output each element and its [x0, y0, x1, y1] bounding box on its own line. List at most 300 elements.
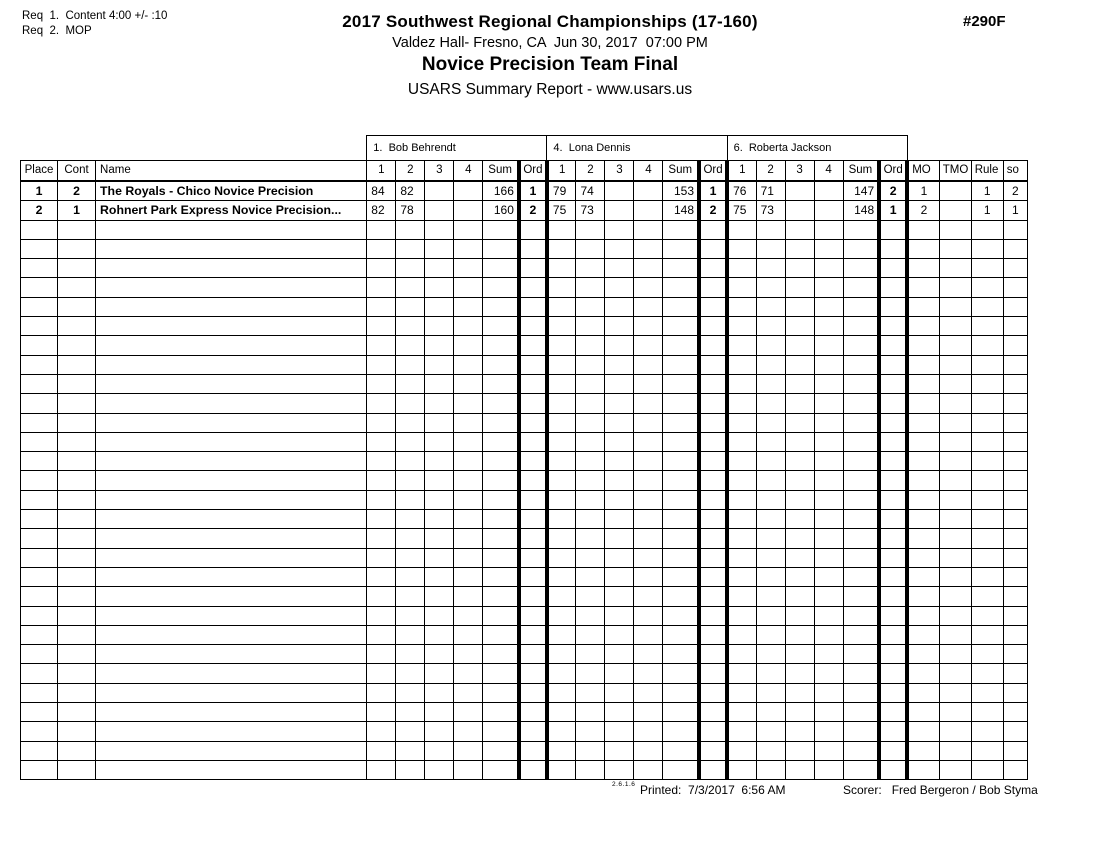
cell-score	[785, 625, 814, 644]
cell-sum	[843, 587, 879, 606]
cell-sum	[843, 606, 879, 625]
cell-score	[547, 374, 576, 393]
cell-score	[576, 606, 605, 625]
cell-score	[605, 220, 634, 239]
cell-ord	[519, 432, 547, 451]
cell-score	[634, 760, 663, 779]
cell-score	[605, 394, 634, 413]
cell-score	[785, 297, 814, 316]
cell-sum	[663, 760, 699, 779]
cell-score	[634, 181, 663, 201]
cell-score	[634, 722, 663, 741]
empty-row	[21, 452, 1028, 471]
cell-score	[634, 317, 663, 336]
cell-score	[396, 760, 425, 779]
cell-sum: 147	[843, 181, 879, 201]
cell-sum	[663, 683, 699, 702]
cell-rule	[971, 625, 1003, 644]
cell-name	[96, 645, 367, 664]
cell-tmo	[939, 394, 971, 413]
cell-score: 73	[756, 201, 785, 220]
cell-rule	[971, 239, 1003, 258]
cell-score	[785, 413, 814, 432]
cell-score	[814, 297, 843, 316]
empty-row	[21, 374, 1028, 393]
cell-score	[547, 317, 576, 336]
cell-rule	[971, 432, 1003, 451]
cell-cont	[58, 259, 96, 278]
cell-name	[96, 413, 367, 432]
cell-ord	[699, 510, 727, 529]
cell-score	[576, 259, 605, 278]
cell-score	[756, 645, 785, 664]
cell-score	[454, 760, 483, 779]
empty-row	[21, 645, 1028, 664]
cell-score	[605, 413, 634, 432]
cell-score	[605, 645, 634, 664]
cell-so	[1003, 490, 1027, 509]
cell-score	[425, 239, 454, 258]
cell-score	[605, 355, 634, 374]
cell-score	[634, 529, 663, 548]
cell-score	[425, 510, 454, 529]
page-title: 2017 Southwest Regional Championships (17-160)	[342, 12, 758, 31]
cell-score	[454, 529, 483, 548]
cell-ord	[699, 722, 727, 741]
cell-score	[576, 741, 605, 760]
cell-sum	[843, 645, 879, 664]
cell-sum	[843, 529, 879, 548]
cell-ord	[879, 587, 907, 606]
cell-sum	[483, 664, 519, 683]
cell-ord	[879, 259, 907, 278]
cell-rule	[971, 510, 1003, 529]
cell-sum	[483, 703, 519, 722]
cell-cont	[58, 625, 96, 644]
cell-mo	[907, 510, 939, 529]
cell-score	[634, 239, 663, 258]
cell-score	[605, 510, 634, 529]
cell-ord	[699, 471, 727, 490]
cell-sum	[843, 625, 879, 644]
cell-sum	[663, 452, 699, 471]
cell-score	[367, 703, 396, 722]
cell-score	[576, 567, 605, 586]
cell-so	[1003, 567, 1027, 586]
cell-mo	[907, 297, 939, 316]
cell-so	[1003, 471, 1027, 490]
cell-name	[96, 471, 367, 490]
cell-score	[576, 452, 605, 471]
cell-score	[576, 220, 605, 239]
cell-sum	[663, 722, 699, 741]
cell-sum	[843, 741, 879, 760]
cell-score	[547, 722, 576, 741]
table-head	[21, 136, 1028, 182]
cell-score	[814, 317, 843, 336]
cell-sum	[483, 741, 519, 760]
empty-row	[21, 722, 1028, 741]
cell-place	[21, 510, 58, 529]
cell-score	[814, 471, 843, 490]
cell-score	[576, 683, 605, 702]
cell-ord	[699, 490, 727, 509]
cell-score	[814, 181, 843, 201]
cell-mo	[907, 259, 939, 278]
column-header-sum: Sum	[663, 161, 699, 182]
cell-score: 75	[547, 201, 576, 220]
cell-ord	[519, 355, 547, 374]
cell-score	[634, 606, 663, 625]
cell-score	[396, 413, 425, 432]
cell-sum	[843, 567, 879, 586]
empty-row	[21, 432, 1028, 451]
cell-rule	[971, 548, 1003, 567]
cell-score	[756, 297, 785, 316]
cell-score	[425, 760, 454, 779]
cell-score	[756, 722, 785, 741]
cell-score	[576, 510, 605, 529]
cell-ord	[699, 760, 727, 779]
cell-score	[367, 510, 396, 529]
cell-score	[605, 606, 634, 625]
cell-name	[96, 664, 367, 683]
cell-score	[396, 239, 425, 258]
cell-score	[576, 529, 605, 548]
cell-so	[1003, 529, 1027, 548]
empty-row	[21, 510, 1028, 529]
cell-cont	[58, 220, 96, 239]
cell-tmo	[939, 355, 971, 374]
cell-score	[634, 645, 663, 664]
cell-sum	[483, 374, 519, 393]
cell-sum	[483, 722, 519, 741]
cell-cont: 1	[58, 201, 96, 220]
cell-score	[425, 452, 454, 471]
cell-score	[425, 587, 454, 606]
cell-score	[396, 336, 425, 355]
cell-score	[605, 741, 634, 760]
cell-score	[547, 471, 576, 490]
cell-mo	[907, 683, 939, 702]
column-header-score: 1	[727, 161, 756, 182]
cell-ord	[879, 374, 907, 393]
empty-row	[21, 297, 1028, 316]
cell-ord	[699, 664, 727, 683]
cell-score	[634, 336, 663, 355]
cell-score	[396, 471, 425, 490]
cell-so	[1003, 220, 1027, 239]
cell-score	[634, 625, 663, 644]
cell-score	[814, 606, 843, 625]
column-header-cont: Cont	[58, 161, 96, 182]
cell-tmo	[939, 336, 971, 355]
cell-sum	[483, 259, 519, 278]
cell-sum	[843, 413, 879, 432]
cell-score	[756, 278, 785, 297]
printed-line	[640, 783, 785, 797]
cell-score	[727, 703, 756, 722]
cell-score	[814, 490, 843, 509]
cell-score	[425, 181, 454, 201]
cell-score	[634, 374, 663, 393]
cell-cont	[58, 606, 96, 625]
cell-cont	[58, 297, 96, 316]
cell-score	[454, 471, 483, 490]
cell-score	[425, 606, 454, 625]
cell-place: 2	[21, 201, 58, 220]
cell-score	[396, 625, 425, 644]
cell-ord	[879, 548, 907, 567]
cell-score	[756, 490, 785, 509]
cell-score	[727, 510, 756, 529]
cell-mo	[907, 741, 939, 760]
cell-sum	[483, 625, 519, 644]
empty-row	[21, 587, 1028, 606]
judge-row-spacer-right	[907, 136, 1027, 161]
cell-score	[454, 452, 483, 471]
cell-score	[454, 625, 483, 644]
column-header-place: Place	[21, 161, 58, 182]
empty-row	[21, 471, 1028, 490]
cell-score	[547, 355, 576, 374]
cell-score	[396, 722, 425, 741]
cell-score	[785, 587, 814, 606]
cell-tmo	[939, 741, 971, 760]
cell-rule	[971, 741, 1003, 760]
cell-ord	[699, 741, 727, 760]
cell-score	[367, 683, 396, 702]
cell-ord	[879, 703, 907, 722]
cell-score	[454, 548, 483, 567]
cell-score	[396, 703, 425, 722]
cell-ord	[519, 297, 547, 316]
cell-score	[785, 394, 814, 413]
cell-rule	[971, 645, 1003, 664]
cell-ord	[699, 548, 727, 567]
cell-ord	[699, 432, 727, 451]
cell-score	[605, 201, 634, 220]
cell-score	[367, 606, 396, 625]
cell-score	[454, 413, 483, 432]
cell-score	[785, 703, 814, 722]
cell-score	[785, 471, 814, 490]
column-header-rule: Rule	[971, 161, 1003, 182]
cell-score	[814, 664, 843, 683]
cell-name	[96, 490, 367, 509]
cell-score	[814, 683, 843, 702]
cell-score	[727, 529, 756, 548]
cell-mo	[907, 336, 939, 355]
cell-score	[367, 741, 396, 760]
cell-score	[634, 259, 663, 278]
cell-score	[396, 587, 425, 606]
cell-score	[634, 567, 663, 586]
cell-name	[96, 317, 367, 336]
cell-rule	[971, 394, 1003, 413]
cell-sum: 166	[483, 181, 519, 201]
cell-sum	[663, 432, 699, 451]
cell-so	[1003, 703, 1027, 722]
cell-score	[785, 606, 814, 625]
cell-rule	[971, 259, 1003, 278]
cell-score	[814, 201, 843, 220]
cell-score	[454, 432, 483, 451]
cell-score	[367, 529, 396, 548]
cell-sum	[663, 567, 699, 586]
cell-score	[785, 760, 814, 779]
summary-table	[20, 135, 1028, 780]
cell-score: 82	[367, 201, 396, 220]
cell-score	[547, 664, 576, 683]
cell-cont	[58, 490, 96, 509]
cell-score	[634, 490, 663, 509]
column-header-name: Name	[96, 161, 367, 182]
printed-value: 7/3/2017 6:56 AM	[688, 783, 786, 797]
cell-score	[785, 336, 814, 355]
cell-score	[425, 722, 454, 741]
cell-ord	[699, 297, 727, 316]
cell-tmo	[939, 625, 971, 644]
cell-so	[1003, 297, 1027, 316]
cell-score	[396, 297, 425, 316]
cell-so	[1003, 510, 1027, 529]
cell-score	[576, 278, 605, 297]
cell-score	[367, 645, 396, 664]
cell-ord	[879, 760, 907, 779]
cell-ord	[519, 548, 547, 567]
cell-score	[605, 683, 634, 702]
cell-cont	[58, 355, 96, 374]
cell-rule	[971, 722, 1003, 741]
cell-sum	[483, 606, 519, 625]
cell-score	[425, 471, 454, 490]
cell-sum	[663, 220, 699, 239]
cell-sum	[663, 664, 699, 683]
cell-score	[425, 548, 454, 567]
cell-score	[634, 201, 663, 220]
cell-score	[756, 587, 785, 606]
cell-name	[96, 722, 367, 741]
cell-sum	[843, 394, 879, 413]
cell-sum	[483, 336, 519, 355]
cell-score	[396, 278, 425, 297]
empty-row	[21, 683, 1028, 702]
cell-ord	[519, 394, 547, 413]
cell-ord	[879, 394, 907, 413]
cell-score	[814, 239, 843, 258]
cell-score	[367, 471, 396, 490]
cell-score	[367, 760, 396, 779]
req-line-2: Req 2. MOP	[22, 24, 92, 37]
cell-sum	[483, 394, 519, 413]
cell-ord	[519, 336, 547, 355]
column-header-tmo: TMO	[939, 161, 971, 182]
cell-rule	[971, 683, 1003, 702]
cell-ord	[519, 625, 547, 644]
cell-score	[425, 394, 454, 413]
cell-rule	[971, 278, 1003, 297]
cell-score	[727, 374, 756, 393]
cell-place	[21, 567, 58, 586]
cell-name	[96, 278, 367, 297]
cell-ord	[879, 510, 907, 529]
cell-ord	[699, 394, 727, 413]
cell-score	[396, 452, 425, 471]
cell-score	[756, 432, 785, 451]
cell-score	[425, 278, 454, 297]
empty-row	[21, 703, 1028, 722]
cell-ord: 1	[699, 181, 727, 201]
cell-name	[96, 760, 367, 779]
cell-sum	[843, 760, 879, 779]
cell-score	[727, 355, 756, 374]
column-header-score: 4	[454, 161, 483, 182]
column-header-so: so	[1003, 161, 1027, 182]
cell-so	[1003, 452, 1027, 471]
cell-ord	[699, 413, 727, 432]
cell-score	[547, 394, 576, 413]
cell-score	[425, 374, 454, 393]
column-header-ord: Ord	[519, 161, 547, 182]
cell-score	[367, 413, 396, 432]
cell-ord	[519, 452, 547, 471]
cell-rule	[971, 567, 1003, 586]
cell-cont	[58, 336, 96, 355]
cell-ord	[879, 529, 907, 548]
cell-score	[785, 374, 814, 393]
cell-score	[756, 220, 785, 239]
cell-score	[605, 548, 634, 567]
cell-sum	[663, 317, 699, 336]
cell-score	[547, 336, 576, 355]
cell-score	[576, 394, 605, 413]
cell-score	[785, 567, 814, 586]
cell-so	[1003, 374, 1027, 393]
cell-score	[605, 374, 634, 393]
cell-score	[605, 625, 634, 644]
cell-ord	[879, 490, 907, 509]
cell-score	[634, 413, 663, 432]
cell-cont	[58, 645, 96, 664]
cell-score	[785, 220, 814, 239]
cell-so	[1003, 625, 1027, 644]
cell-ord	[519, 374, 547, 393]
empty-row	[21, 336, 1028, 355]
cell-place	[21, 336, 58, 355]
cell-score	[727, 645, 756, 664]
cell-score	[396, 432, 425, 451]
cell-sum	[483, 587, 519, 606]
cell-score	[814, 703, 843, 722]
cell-tmo	[939, 413, 971, 432]
cell-ord	[879, 741, 907, 760]
cell-ord	[879, 317, 907, 336]
cell-score	[425, 683, 454, 702]
cell-sum	[483, 760, 519, 779]
cell-score	[785, 432, 814, 451]
cell-score: 82	[396, 181, 425, 201]
cell-tmo	[939, 374, 971, 393]
cell-score	[454, 664, 483, 683]
cell-rule	[971, 317, 1003, 336]
empty-row	[21, 355, 1028, 374]
cell-score	[634, 587, 663, 606]
cell-score	[605, 664, 634, 683]
cell-rule	[971, 374, 1003, 393]
cell-score	[547, 548, 576, 567]
cell-rule	[971, 529, 1003, 548]
